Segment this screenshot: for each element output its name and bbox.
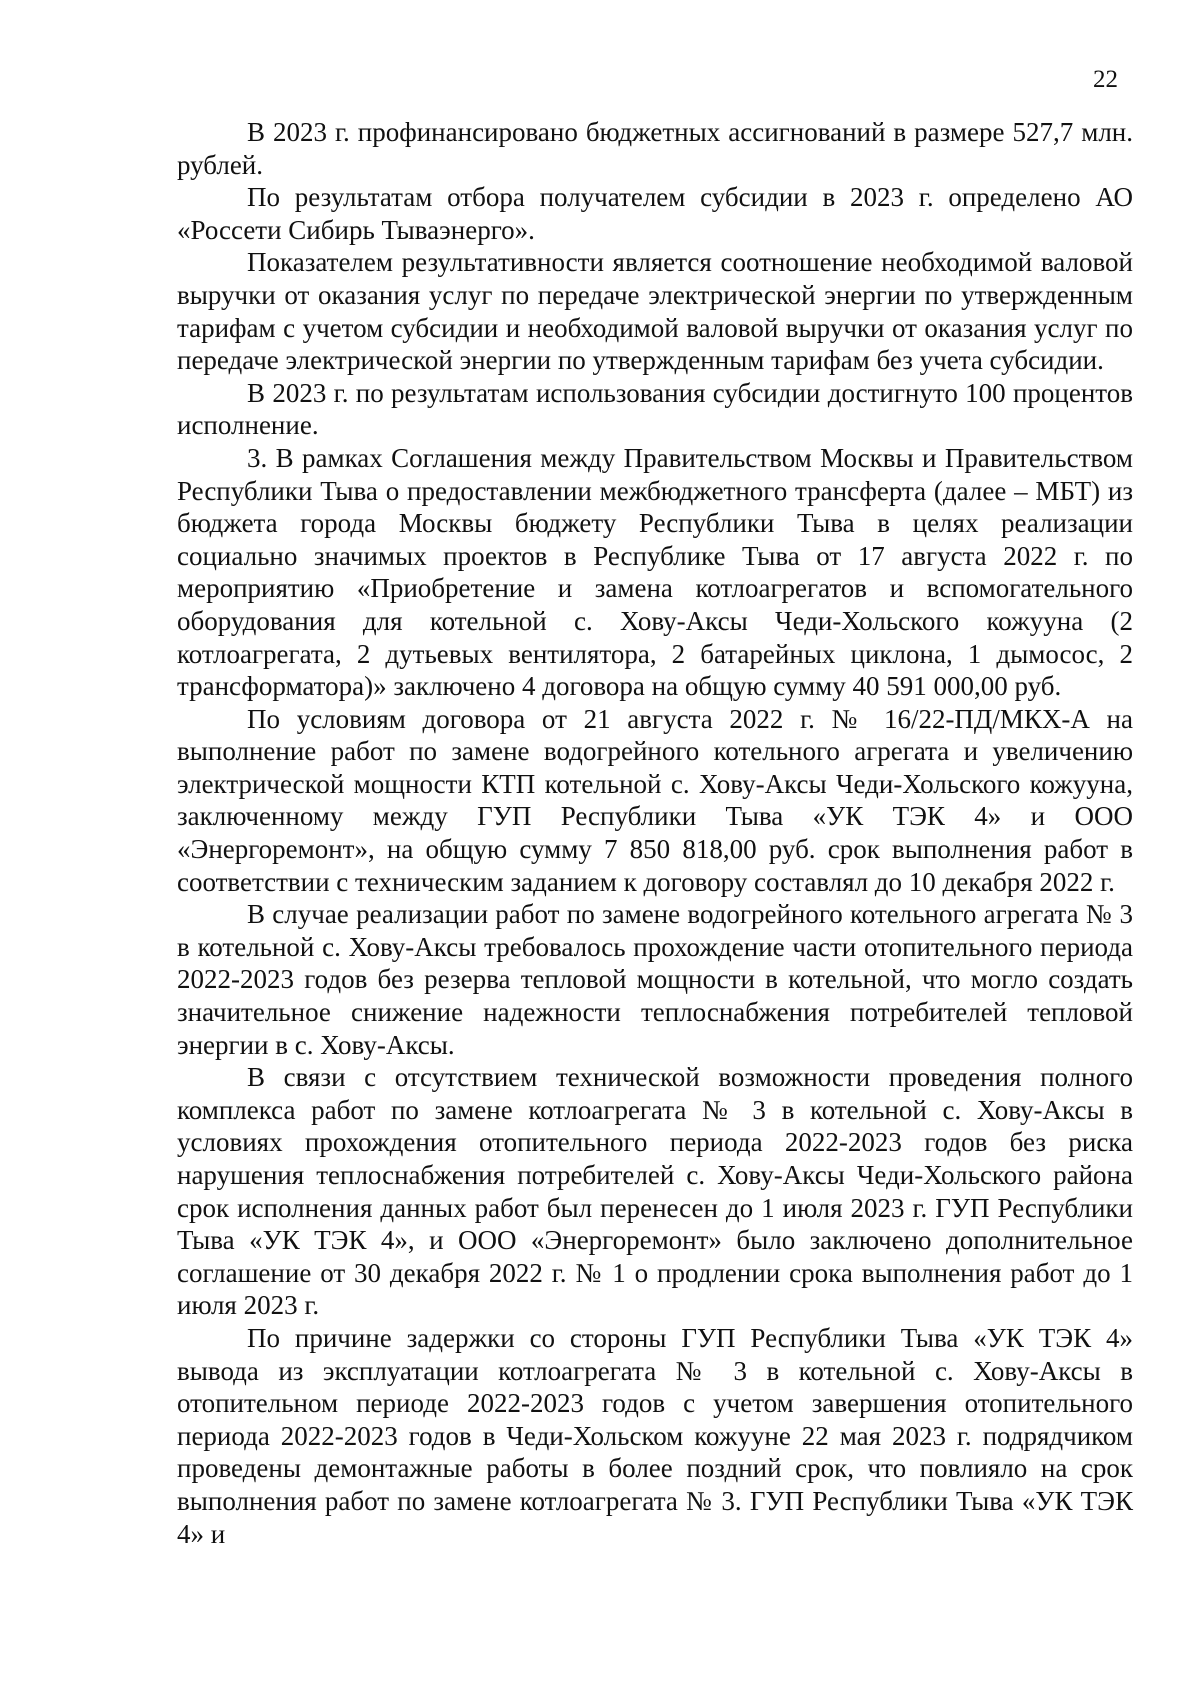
paragraph-deadline-extension: В связи с отсутствием технической возможности проведения полного комплекса работ по замене котлоагрегата № 3 в котельной с. Хову-Аксы в условиях прохождения отопительного периода 2022-2023 годов без риска нарушения теплоснабжения потребителей с. Хову-Аксы Чеди-Хольского района срок исполнения данных работ был перенесен до 1 июля 2023 г. ГУП Республики Тыва «УК ТЭК 4», и ООО «Энергоремонт» было заключено дополнительное соглашение от 30 декабря 2022 г. № 1 о продлении срока выполнения работ до 1 июля 2023 г.: [177, 1062, 1133, 1321]
page-number: 22: [1093, 66, 1118, 93]
paragraph-delay-reason: По причине задержки со стороны ГУП Республики Тыва «УК ТЭК 4» вывода из эксплуатации котлоагрегата № 3 в котельной с. Хову-Аксы в отопительном периоде 2022-2023 годов с учетом завершения отопительного периода 2022-2023 годов в Чеди-Хольском кожууне 22 мая 2023 г. подрядчиком проведены демонтажные работы в более поздний срок, что повлияло на срок выполнения работ по замене котлоагрегата № 3. ГУП Республики Тыва «УК ТЭК 4» и: [177, 1322, 1133, 1549]
paragraph-performance-indicator: Показателем результативности является соотношение необходимой валовой выручки от оказания услуг по передаче электрической энергии по утвержденным тарифам с учетом субсидии и необходимой валовой выручки от оказания услуг по передаче электрической энергии по утвержденным тарифам без учета субсидии.: [177, 247, 1133, 376]
paragraph-budget-financing: В 2023 г. профинансировано бюджетных ассигнований в размере 527,7 млн. рублей.: [177, 117, 1133, 180]
paragraph-subsidy-result: В 2023 г. по результатам использования субсидии достигнуто 100 процентов исполнение.: [177, 377, 1133, 441]
paragraph-subsidy-recipient: По результатам отбора получателем субсидии в 2023 г. определено АО «Россети Сибирь Тываэнерго».: [177, 182, 1133, 245]
paragraph-moscow-agreement: 3. В рамках Соглашения между Правительством Москвы и Правительством Республики Тыва о предоставлении межбюджетного трансферта (далее – МБТ) из бюджета города Москвы бюджету Республики Тыва в целях реализации социально значимых проектов в Республике Тыва от 17 августа 2022 г. по мероприятию «Приобретение и замена котлоагрегатов и вспомогательного оборудования для котельной с. Хову-Аксы Чеди-Хольского кожууна (2 котлоагрегата, 2 дутьевых вентилятора, 2 батарейных циклона, 1 дымосос, 2 трансформатора)» заключено 4 договора на общую сумму 40 591 000,00 руб.: [177, 442, 1133, 702]
document-body: [177, 116, 1133, 1550]
paragraph-heating-risk: В случае реализации работ по замене водогрейного котельного агрегата № 3 в котельной с. Хову-Аксы требовалось прохождение части отопительного периода 2022-2023 годов без резерва тепловой мощности в котельной, что могло создать значительное снижение надежности теплоснабжения потребителей тепловой энергии в с. Хову-Аксы.: [177, 899, 1133, 1060]
paragraph-contract-terms: По условиям договора от 21 августа 2022 г. № 16/22-ПД/МКХ-А на выполнение работ по замене водогрейного котельного агрегата и увеличению электрической мощности КТП котельной с. Хову-Аксы Чеди-Хольского кожууна, заключенному между ГУП Республики Тыва «УК ТЭК 4» и ООО «Энергоремонт», на общую сумму 7 850 818,00 руб. срок выполнения работ в соответствии с техническим заданием к договору составлял до 10 декабря 2022 г.: [177, 703, 1133, 897]
